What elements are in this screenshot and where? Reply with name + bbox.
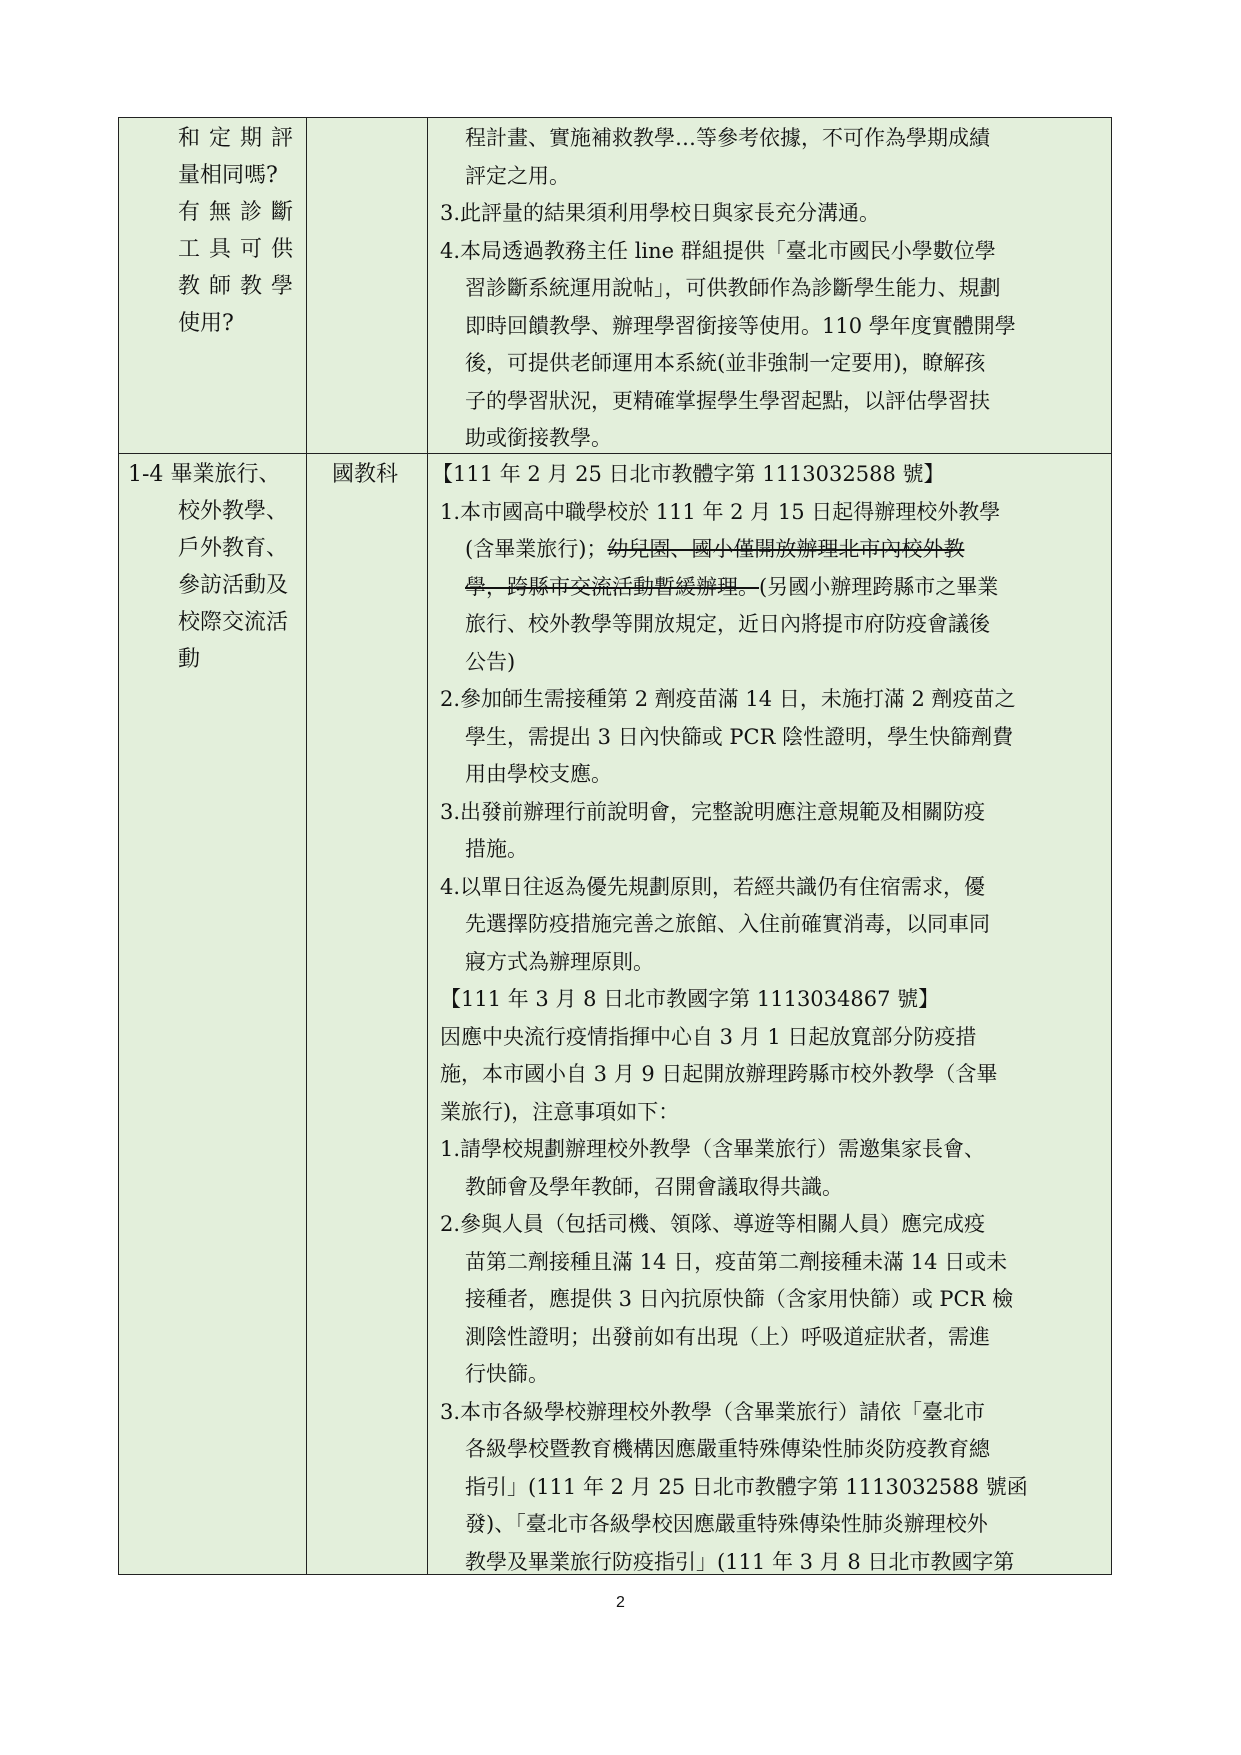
body-line: 接種者，應提供 3 日內抗原快篩（含家用快篩）或 PCR 檢 (465, 1287, 1014, 1311)
item-number: 1-4 (128, 462, 164, 487)
body-line: 業旅行)，注意事項如下： (440, 1099, 680, 1124)
body-line: 公告) (465, 649, 516, 674)
body-line: 即時回饋教學、辦理學習銜接等使用。110 學年度實體開學 (465, 313, 1016, 338)
body-line: 先選擇防疫措施完善之旅館、入住前確實消毒，以同車同 (465, 912, 990, 936)
row1-body (440, 120, 1100, 458)
responsible-unit: 國教科 (332, 462, 399, 487)
body-line: 1.請學校規劃辦理校外教學（含畢業旅行）需邀集家長會、 (440, 1137, 986, 1161)
body-line: 助或銜接教學。 (465, 426, 612, 450)
body-line: 學生，需提出 3 日內快篩或 PCR 陰性證明，學生快篩劑費 (465, 724, 1014, 749)
document-reference: 【111 年 2 月 25 日北市教體字第 1113032588 號】 (432, 462, 945, 486)
column-divider-2 (427, 117, 428, 1575)
row2-title-line: 1-4 畢業旅行、 (128, 462, 281, 487)
row2-title (128, 456, 308, 678)
body-line: 寢方式為辦理原則。 (465, 949, 654, 974)
body-line: 教學及畢業旅行防疫指引」(111 年 3 月 8 日北市教國字第 (465, 1549, 1015, 1574)
row2-title-line: 戶外教育、 (178, 536, 289, 561)
row1-title-line: 和定期評 (178, 126, 303, 151)
body-line: 1.本市國高中職學校於 111 年 2 月 15 日起得辦理校外教學 (440, 499, 1001, 524)
row2-body (432, 456, 1100, 1581)
body-line: 2.參加師生需接種第 2 劑疫苗滿 14 日，未施打滿 2 劑疫苗之 (440, 687, 1016, 711)
body-line: 指引」(111 年 2 月 25 日北市教體字第 1113032588 號函 (465, 1474, 1028, 1499)
row2-title-line: 動 (178, 647, 201, 672)
struck-text: 幼兒園、國小僅開放辦理北市內校外教 (607, 537, 965, 561)
body-line: (含畢業旅行)；幼兒園、國小僅開放辦理北市內校外教 (465, 537, 965, 561)
row1-title-line: 量相同嗎? (178, 163, 278, 188)
row2-title-line: 校際交流活 (178, 610, 289, 635)
body-line: 3.出發前辦理行前說明會，完整說明應注意規範及相關防疫 (440, 799, 986, 824)
row1-title-line: 有無診斷 (178, 200, 303, 225)
body-line: 用由學校支應。 (465, 762, 612, 786)
body-line: 苗第二劑接種且滿 14 日，疫苗第二劑接種未滿 14 日或未 (465, 1249, 1008, 1274)
body-line: 後，可提供老師運用本系統(並非強制一定要用)，瞭解孩 (465, 351, 986, 375)
body-line: 3.此評量的結果須利用學校日與家長充分溝通。 (440, 201, 881, 225)
body-line: 2.參與人員（包括司機、領隊、導遊等相關人員）應完成疫 (440, 1212, 986, 1236)
body-line: 學，跨縣市交流活動暫緩辦理。(另國小辦理跨縣市之畢業 (465, 574, 999, 599)
body-line: 程計畫、實施補救教學…等參考依據，不可作為學期成績 (465, 126, 990, 150)
row1-title (128, 120, 308, 342)
row1-title-line: 使用? (178, 311, 234, 336)
row1-title-line: 教師教學 (178, 274, 303, 299)
body-line: 各級學校暨教育機構因應嚴重特殊傳染性肺炎防疫教育總 (465, 1437, 990, 1461)
body-line: 評定之用。 (465, 163, 570, 188)
row2-title-line: 參訪活動及 (178, 573, 289, 598)
body-line: 旅行、校外教學等開放規定，近日內將提市府防疫會議後 (465, 612, 990, 636)
body-line: 發)、「臺北市各級學校因應嚴重特殊傳染性肺炎辦理校外 (465, 1512, 988, 1536)
row1-title-line: 工具可供 (178, 237, 303, 262)
page-number: 2 (616, 1594, 625, 1611)
body-line: 測陰性證明；出發前如有出現（上）呼吸道症狀者，需進 (465, 1324, 990, 1349)
body-line: 3.本市各級學校辦理校外教學（含畢業旅行）請依「臺北市 (440, 1399, 986, 1424)
document-reference: 【111 年 3 月 8 日北市教國字第 1113034867 號】 (440, 987, 940, 1011)
body-line: 措施。 (465, 837, 528, 861)
body-line: 子的學習狀況，更精確掌握學生學習起點，以評估學習扶 (465, 388, 990, 413)
body-line: 行快篩。 (465, 1362, 549, 1386)
body-line: 施，本市國小自 3 月 9 日起開放辦理跨縣市校外教學（含畢 (440, 1062, 998, 1086)
struck-text: 學，跨縣市交流活動暫緩辦理。 (465, 574, 759, 599)
body-line: 4.本局透過教務主任 line 群組提供「臺北市國民小學數位學 (440, 238, 996, 263)
body-line: 教師會及學年教師，召開會議取得共識。 (465, 1174, 843, 1199)
body-line: 習診斷系統運用說帖」，可供教師作為診斷學生能力、規劃 (465, 276, 1001, 300)
body-line: 因應中央流行疫情指揮中心自 3 月 1 日起放寬部分防疫措 (440, 1024, 977, 1049)
row2-title-line: 校外教學、 (178, 499, 289, 524)
body-line: 4.以單日往返為優先規劃原則，若經共識仍有住宿需求，優 (440, 874, 986, 899)
